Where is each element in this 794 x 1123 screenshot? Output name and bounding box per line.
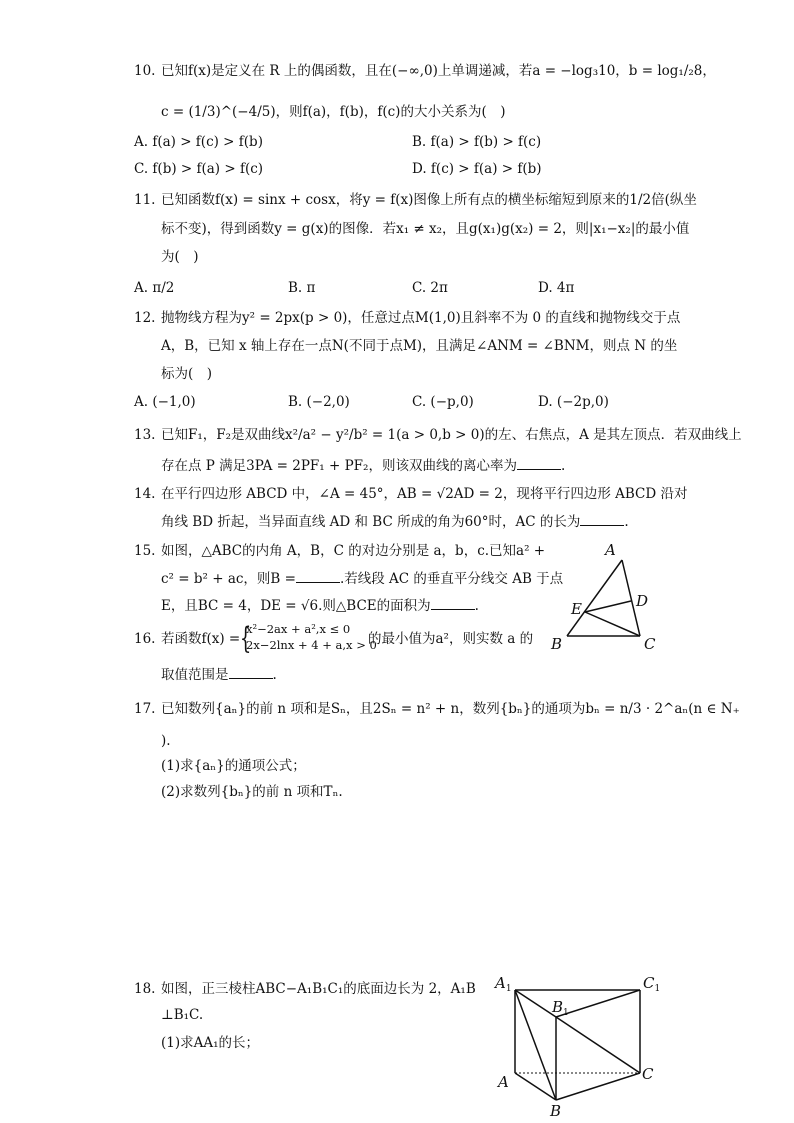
prism-figure [490, 968, 670, 1120]
q12-number: 12. [134, 310, 156, 326]
q16-line2-end: . [272, 667, 277, 683]
q16-case2: 2x−2lnx + 4 + a,x > 0 [246, 638, 377, 652]
label-e: E [571, 600, 582, 618]
label-a1: $A_1$ [495, 974, 512, 994]
q13-line1: 已知F₁，F₂是双曲线x²/a² − y²/b² = 1(a > 0,b > 0)的左、右焦点，A 是其左顶点．若双曲线上 [161, 427, 742, 443]
q11-line2: 标不变)，得到函数y = g(x)的图像．若x₁ ≠ x₂，且g(x₁)g(x₂) = 2，则|x₁−x₂|的最小值 [161, 221, 690, 237]
q17-number: 17. [134, 701, 156, 717]
q15-line1: 如图，△ABC的内角 A，B，C 的对边分别是 a，b，c.已知a² + [161, 543, 546, 559]
q14-line2-text: 角线 BD 折起，当异面直线 AD 和 BC 所成的角为60°时，AC 的长为 [161, 514, 581, 530]
q15-number: 15. [134, 543, 156, 559]
q16-brace: { [239, 621, 252, 656]
q15-answer-blank-1 [296, 570, 340, 583]
q11-line3: 为( ) [161, 249, 199, 265]
q16-answer-blank [229, 666, 273, 679]
q11-option-b: B. π [288, 280, 316, 296]
q11-option-a: A. π/2 [134, 280, 175, 296]
q11-number: 11. [134, 192, 156, 208]
q11-option-c: C. 2π [412, 280, 448, 296]
q14-line1: 在平行四边形 ABCD 中，∠A = 45°，AB = √2AD = 2，现将平行四边形 ABCD 沿对 [161, 486, 688, 502]
edge-ab [515, 1073, 556, 1100]
label-c: C [642, 1065, 654, 1083]
q17-line1: 已知数列{aₙ}的前 n 项和是Sₙ，且2Sₙ = n² + n，数列{bₙ}的通项为bₙ = n/3 · 2^aₙ(n ∈ N₊ [161, 701, 740, 717]
q18-line2: ⊥B₁C. [161, 1007, 204, 1023]
label-d: D [636, 592, 649, 610]
q12-line3: 标为( ) [161, 366, 213, 382]
q18-line1: 如图，正三棱柱ABC−A₁B₁C₁的底面边长为 2，A₁B [161, 981, 476, 997]
q10-option-c: C. f(b) > f(a) > f(c) [134, 161, 264, 177]
q16-line2-text: 取值范围是 [161, 667, 229, 683]
q15-line3-text: E，且BC = 4，DE = √6.则△BCE的面积为 [161, 598, 431, 614]
q16-case1: x²−2ax + a²,x ≤ 0 [246, 622, 351, 636]
q18-number: 18. [134, 981, 156, 997]
q16-line2 [161, 666, 277, 684]
q13-line2-end: . [560, 458, 566, 474]
q17-line2: ). [161, 733, 171, 749]
q14-line2-end: . [624, 514, 629, 530]
label-a: A [605, 541, 616, 559]
q12-option-d: D. (−2p,0) [538, 394, 609, 410]
q12-line2: A，B，已知 x 轴上存在一点N(不同于点M)，且满足∠ANM = ∠BNM，则点 N 的坐 [161, 338, 678, 354]
q10-option-d: D. f(c) > f(a) > f(b) [412, 161, 542, 177]
q15-line2-end: .若线段 AC 的垂直平分线交 AB 于点 [339, 571, 564, 587]
q12-option-b: B. (−2,0) [288, 394, 350, 410]
segment-a1b [515, 990, 556, 1100]
q15-line2 [161, 570, 563, 588]
segment-b1c [556, 1017, 640, 1073]
q11-option-d: D. 4π [538, 280, 575, 296]
label-c1: $C_1$ [643, 974, 661, 994]
q17-line3: (1)求{aₙ}的通项公式； [161, 758, 306, 774]
label-a: A [498, 1073, 509, 1091]
q10-line1: 已知f(x)是定义在 R 上的偶函数，且在(−∞,0)上单调递减，若a = −log₃10，b = log₁/₂8， [161, 63, 716, 79]
q15-line3-end: . [474, 598, 479, 614]
q13-answer-blank [517, 457, 561, 470]
segment-ec [585, 612, 640, 636]
q13-number: 13. [134, 427, 156, 443]
q13-line2 [161, 457, 565, 475]
q10-number: 10. [134, 63, 156, 79]
q15-answer-blank-2 [431, 597, 475, 610]
q11-line1: 已知函数f(x) = sinx + cosx，将y = f(x)图像上所有点的横坐标缩短到原来的1/2倍(纵坐 [161, 192, 697, 208]
label-b: B [551, 635, 563, 653]
q10-option-a: A. f(a) > f(c) > f(b) [134, 134, 263, 150]
label-b: B [550, 1102, 562, 1120]
q13-line2-text: 存在点 P 满足3PA = 2PF₁ + PF₂，则该双曲线的离心率为 [161, 458, 517, 474]
q15-line3 [161, 597, 479, 615]
label-c: C [644, 635, 656, 653]
edge-bc [556, 1073, 640, 1100]
q18-line3: (1)求AA₁的长； [161, 1035, 260, 1051]
q12-line1: 抛物线方程为y² = 2px(p > 0)，任意过点M(1,0)且斜率不为 0 的直线和抛物线交于点 [161, 310, 681, 326]
q12-option-a: A. (−1,0) [134, 394, 196, 410]
triangle-figure [545, 538, 670, 658]
q10-line2: c = (1/3)^(−4/5)，则f(a)，f(b)，f(c)的大小关系为( ) [161, 104, 506, 120]
q16-line1-start: 若函数f(x) = [161, 631, 241, 647]
label-b1: $B_1$ [552, 998, 569, 1018]
q16-number: 16. [134, 631, 156, 647]
q14-line2 [161, 513, 629, 531]
q14-number: 14. [134, 486, 156, 502]
q17-line4: (2)求数列{bₙ}的前 n 项和Tₙ. [161, 784, 343, 800]
edge-a1b1 [515, 990, 556, 1017]
q12-option-c: C. (−p,0) [412, 394, 474, 410]
q10-option-b: B. f(a) > f(b) > f(c) [412, 134, 542, 150]
q15-line2-text: c² = b² + ac，则B = [161, 571, 296, 587]
q16-line1-end: 的最小值为a²，则实数 a 的 [368, 631, 534, 647]
q14-answer-blank [580, 513, 624, 526]
